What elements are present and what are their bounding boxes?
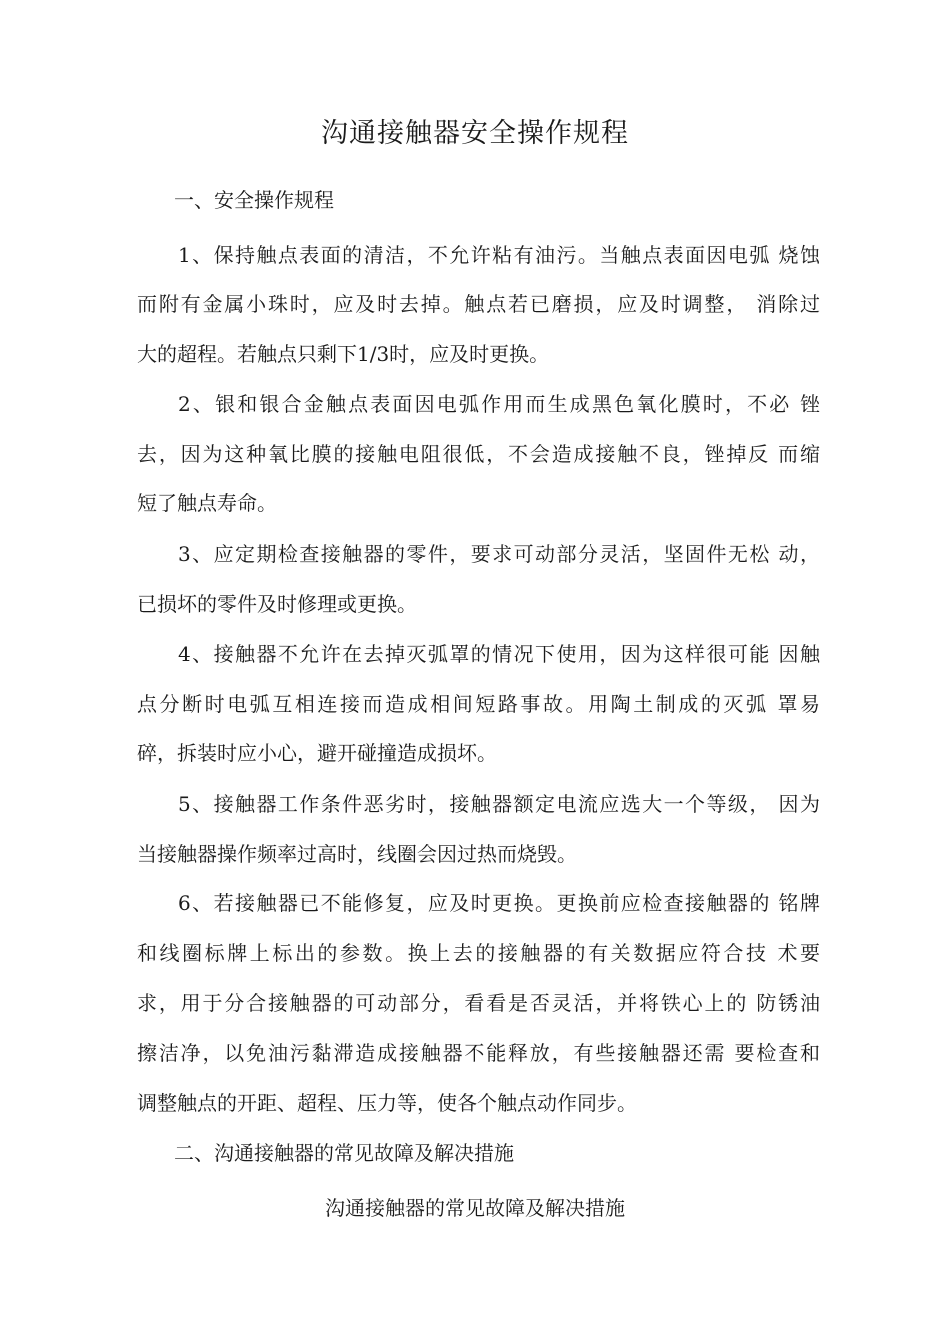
paragraph-1-line-2: 而附有金属小珠时，应及时去掉。触点若已磨损，应及时调整， 消除过 <box>137 292 820 316</box>
paragraph-6-line-3: 求，用于分合接触器的可动部分，看看是否灵活，并将铁心上的 防锈油 <box>137 991 820 1015</box>
section-heading-2: 二、沟通接触器的常见故障及解决措施 <box>174 1141 514 1165</box>
paragraph-1-line-3: 大的超程。若触点只剩下1/3时，应及时更换。 <box>137 342 550 366</box>
paragraph-3-line-2: 已损坏的零件及时修理或更换。 <box>137 592 417 616</box>
paragraph-2-line-1: 2、银和银合金触点表面因电弧作用而生成黑色氧化膜时，不必 锉 <box>178 392 820 416</box>
paragraph-4-line-2: 点分断时电弧互相连接而造成相间短路事故。用陶土制成的灭弧 罩易 <box>137 692 820 716</box>
paragraph-2-line-2: 去，因为这种氧比膜的接触电阻很低，不会造成接触不良，锉掉反 而缩 <box>137 442 820 466</box>
paragraph-6-line-1: 6、若接触器已不能修复，应及时更换。更换前应检查接触器的 铭牌 <box>178 891 820 915</box>
document-title: 沟通接触器安全操作规程 <box>321 118 629 149</box>
paragraph-5-line-1: 5、接触器工作条件恶劣时，接触器额定电流应选大一个等级， 因为 <box>178 792 820 816</box>
section-heading-1: 一、安全操作规程 <box>174 188 334 212</box>
paragraph-3-line-1: 3、应定期检查接触器的零件，要求可动部分灵活，坚固件无松 动， <box>178 542 820 566</box>
paragraph-1-line-1: 1、保持触点表面的清洁，不允许粘有油污。当触点表面因电弧 烧蚀 <box>178 243 820 267</box>
paragraph-5-line-2: 当接触器操作频率过高时，线圈会因过热而烧毁。 <box>137 842 577 866</box>
paragraph-4-line-1: 4、接触器不允许在去掉灭弧罩的情况下使用，因为这样很可能 因触 <box>178 642 820 666</box>
table-caption: 沟通接触器的常见故障及解决措施 <box>325 1196 625 1220</box>
paragraph-6-line-5: 调整触点的开距、超程、压力等，使各个触点动作同步。 <box>137 1091 637 1115</box>
paragraph-6-line-2: 和线圈标牌上标出的参数。换上去的接触器的有关数据应符合技 术要 <box>137 941 820 965</box>
paragraph-4-line-3: 碎，拆装时应小心，避开碰撞造成损坏。 <box>137 741 497 765</box>
paragraph-2-line-3: 短了触点寿命。 <box>137 491 277 515</box>
paragraph-6-line-4: 擦洁净，以免油污黏滞造成接触器不能释放，有些接触器还需 要检查和 <box>137 1041 820 1065</box>
